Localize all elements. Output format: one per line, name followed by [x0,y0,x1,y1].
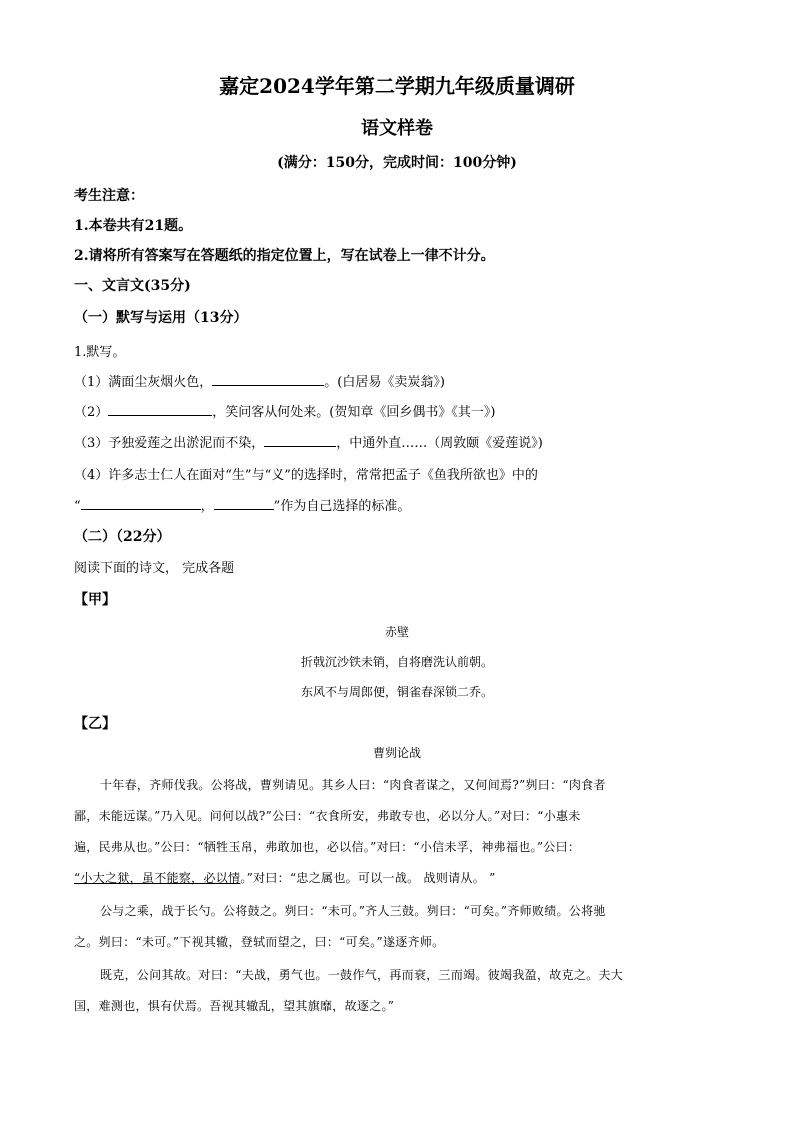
question-1-label: 1.默写。 [74,345,126,360]
prose-paragraph-1-line-2: 鄙，未能远谋。”乃入见。问何以战?”公曰：“衣食所安，弗敢专也，必以分人。”对曰：“小惠未 [74,809,581,823]
prose-paragraph-1-line-1: 十年春，齐师伐我。公将战，曹刿请见。其乡人曰：“肉食者谋之，又何间焉?”刿曰：“肉食者 [100,778,606,792]
answer-blank [212,372,324,386]
section-heading: 一、文言文(35分) [74,278,191,294]
question-1-4-line1: （4）许多志士仁人在面对“生”与“义”的选择时，常常把孟子《鱼我所欲也》中的 [74,468,538,483]
prose-paragraph-1-line-4 [74,869,724,886]
q1-3-source: ，中通外直……（周敦颐《爱莲说》) [336,436,543,451]
question-1-1 [74,371,445,390]
part1-heading: （一）默写与运用（13分） [74,310,248,326]
q1-3-text: （3）予独爱莲之出淤泥而不染， [74,436,265,451]
prose-paragraph-1-line-3: 遍，民弗从也。”公曰：“牺牲玉帛，弗敢加也，必以信。”对曰：“小信未孚，神弗福也。”公曰： [74,840,581,854]
notice-item-1: 1.本卷共有21题。 [74,218,193,234]
answer-blank [81,496,201,510]
prose-paragraph-2-line-2: 之。刿曰：“未可。”下视其辙，登轼而望之，曰：“可矣。”遂逐齐师。 [74,935,445,949]
prose-title: 曹刿论战 [372,746,421,760]
q1-1-source: 。(白居易《卖炭翁》) [324,375,445,390]
prose-text: 。”对曰：“忠之属也。可以一战。 战则请从。 ” [240,871,496,885]
prose-paragraph-2-line-1: 公与之乘，战于长勺。公将鼓之。刿曰：“未可。”齐人三鼓。刿曰：“可矣。”齐师败绩。公将驰 [100,904,606,918]
exam-subtitle: 语文样卷 [361,118,433,139]
comma: ， [200,499,214,514]
jia-label: 【甲】 [74,592,116,608]
notice-heading: 考生注意： [74,188,144,204]
answer-blank [264,433,336,447]
notice-item-2: 2.请将所有答案写在答题纸的指定位置上，写在试卷上一律不计分。 [74,248,495,264]
open-quote: “ [74,499,81,514]
answer-blank [214,496,274,510]
q1-4-tail: ”作为自己选择的标准。 [273,499,411,514]
q1-2-source: ，笑问客从何处来。(贺知章《回乡偶书》《其一》) [212,405,496,420]
yi-label: 【乙】 [74,716,116,732]
poem-title: 赤壁 [384,625,409,639]
poem-line-1: 折戟沉沙铁未销，自将磨洗认前朝。 [300,655,493,669]
part2-heading: （二）（22分） [74,529,171,545]
poem-line-2: 东风不与周郎便，铜雀春深锁二乔。 [300,685,493,699]
exam-meta: (满分：150分，完成时间：100分钟) [277,155,517,171]
question-1-4-line2 [74,495,410,514]
prose-paragraph-3-line-1: 既克，公问其故。对曰：“夫战，勇气也。一鼓作气，再而衰，三而竭。彼竭我盈，故克之。夫大 [100,968,624,982]
answer-blank [108,402,212,416]
q1-1-text: （1）满面尘灰烟火色， [74,375,213,390]
question-1-3 [74,432,543,451]
prose-paragraph-3-line-2: 国，难测也，惧有伏焉。吾视其辙乱，望其旗靡，故逐之。” [74,999,395,1013]
part2-intro: 阅读下面的诗文， 完成各题 [74,561,235,576]
q1-2-text: （2） [74,405,109,420]
exam-title: 嘉定2024学年第二学期九年级质量调研 [219,74,575,98]
question-1-2 [74,401,495,420]
underlined-sentence: “小大之狱，虽不能察，必以情 [74,871,241,885]
